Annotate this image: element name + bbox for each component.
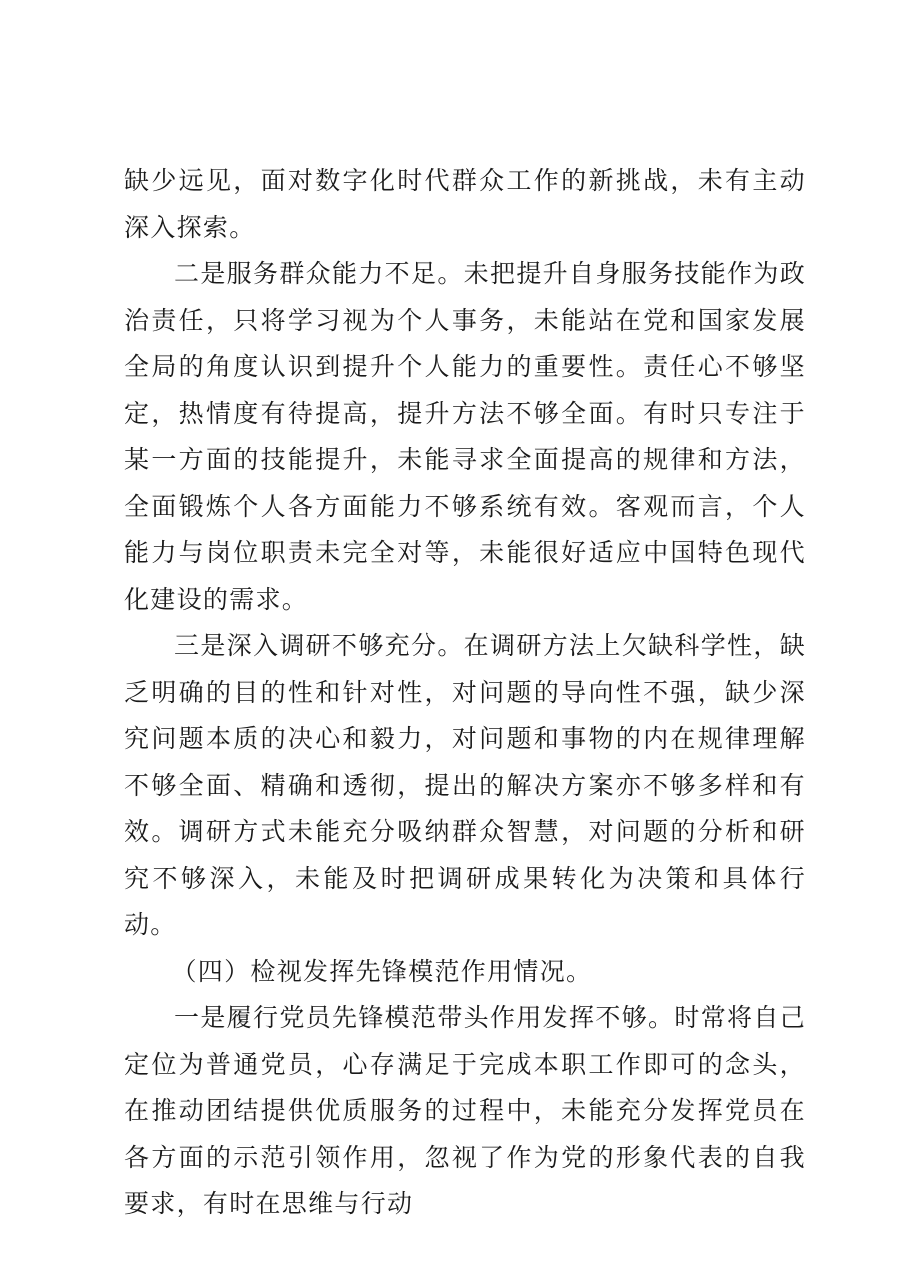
paragraph-continuation: 缺少远见，面对数字化时代群众工作的新挑战，未有主动深入探索。 xyxy=(124,166,806,242)
section-heading-four: （四）检视发挥先锋模范作用情况。 xyxy=(171,956,593,986)
paragraph-service-ability: 二是服务群众能力不足。未把提升自身服务技能作为政治责任，只将学习视为个人事务，未能站在党和国家发展全局的角度认识到提升个人能力的重要性。责任心不够坚定，热情度有待提高，提升方法不够全面。有时只专注于某一方面的技能提升，未能寻求全面提高的规律和方法，全面锻炼个人各方面能力不够系统有效。客观而言，个人能力与岗位职责未完全对等，未能很好适应中国特色现代化建设的需求。 xyxy=(124,259,806,614)
document-body xyxy=(124,158,806,1228)
paragraph-research: 三是深入调研不够充分。在调研方法上欠缺科学性，缺乏明确的目的性和针对性，对问题的导向性不强，缺少深究问题本质的决心和毅力，对问题和事物的内在规律理解不够全面、精确和透彻，提出的解决方案亦不够多样和有效。调研方式未能充分吸纳群众智慧，对问题的分析和研究不够深入，未能及时把调研成果转化为决策和具体行动。 xyxy=(124,631,806,939)
paragraph-vanguard-role: 一是履行党员先锋模范带头作用发挥不够。时常将自己定位为普通党员，心存满足于完成本职工作即可的念头，在推动团结提供优质服务的过程中，未能充分发挥党员在各方面的示范引领作用，忽视了作为党的形象代表的自我要求，有时在思维与行动 xyxy=(124,1003,806,1218)
